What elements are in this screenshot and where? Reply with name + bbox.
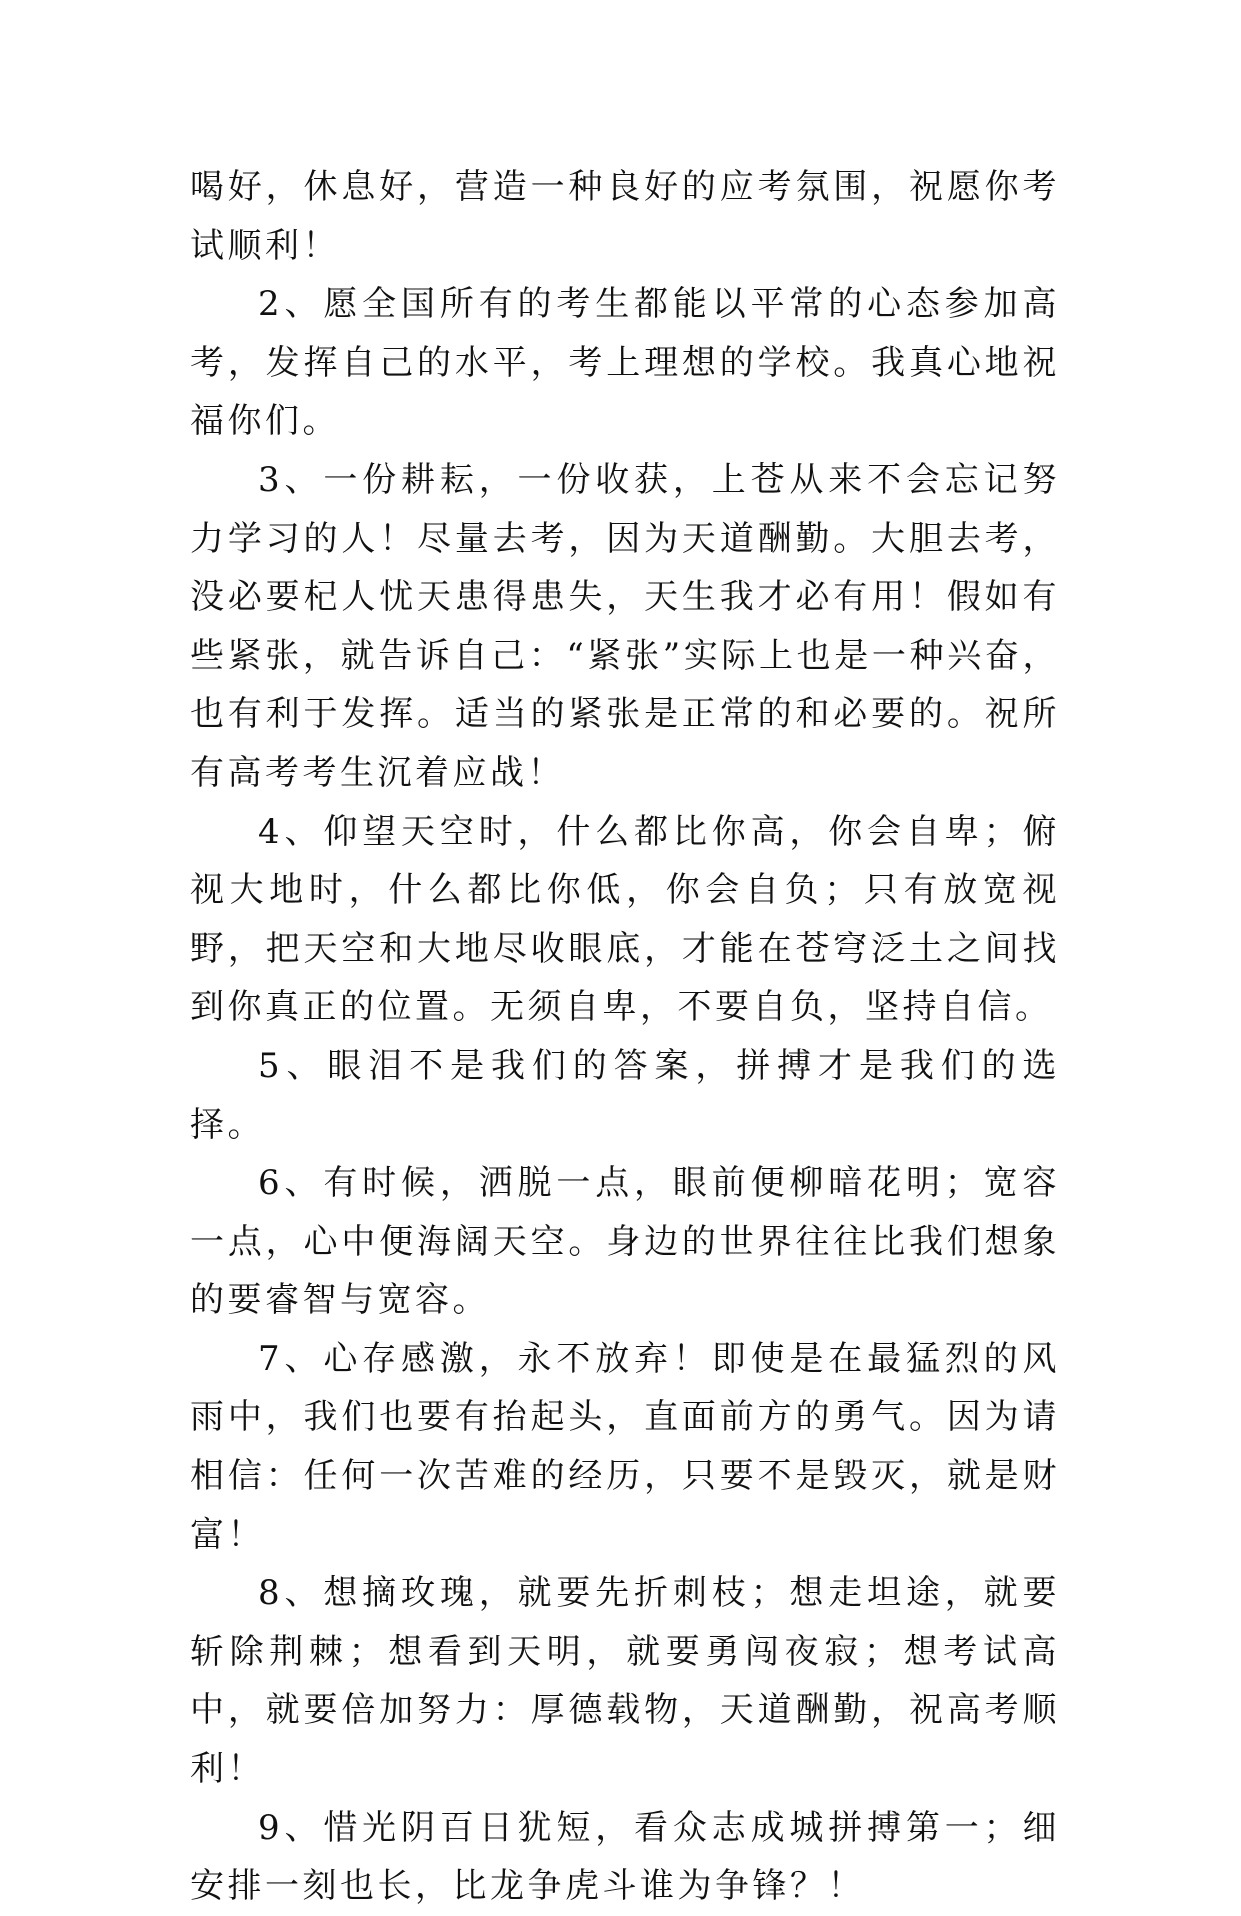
paragraph-9: 9、惜光阴百日犹短，看众志成城拼搏第一；细安排一刻也长，比龙争虎斗谁为争锋？！ — [190, 1807, 1060, 1907]
paragraph-2: 2、愿全国所有的考生都能以平常的心态参加高考，发挥自己的水平，考上理想的学校。我真心地祝福你们。 — [190, 284, 1060, 442]
paragraph-3: 3、一份耕耘，一份收获，上苍从来不会忘记努力学习的人！尽量去考，因为天道酬勤。大胆去考，没必要杞人忧天患得患失，天生我才必有用！假如有些紧张，就告诉自己：“紧张”实际上也是一种兴奋，也有利于发挥。适当的紧张是正常的和必要的。祝所有高考考生沉着应战！ — [190, 459, 1060, 793]
paragraph-continued: 喝好，休息好，营造一种良好的应考氛围，祝愿你考试顺利！ — [190, 167, 1060, 266]
paragraph-4: 4、仰望天空时，什么都比你高，你会自卑；俯视大地时，什么都比你低，你会自负；只有放宽视野，把天空和大地尽收眼底，才能在苍穹泛土之间找到你真正的位置。无须自卑，不要自负，坚持自信。 — [190, 811, 1060, 1028]
paragraph-7: 7、心存感激，永不放弃！即使是在最猛烈的风雨中，我们也要有抬起头，直面前方的勇气。因为请相信：任何一次苦难的经历，只要不是毁灭，就是财富！ — [190, 1338, 1060, 1555]
document-body — [190, 158, 1060, 1916]
paragraph-8: 8、想摘玫瑰，就要先折刺枝；想走坦途，就要斩除荆棘；想看到天明，就要勇闯夜寂；想考试高中，就要倍加努力：厚德载物，天道酬勤，祝高考顺利！ — [190, 1573, 1060, 1790]
paragraph-6: 6、有时候，洒脱一点，眼前便柳暗花明；宽容一点，心中便海阔天空。身边的世界往往比我们想象的要睿智与宽容。 — [190, 1163, 1060, 1321]
paragraph-5: 5、眼泪不是我们的答案，拼搏才是我们的选择。 — [190, 1045, 1060, 1145]
